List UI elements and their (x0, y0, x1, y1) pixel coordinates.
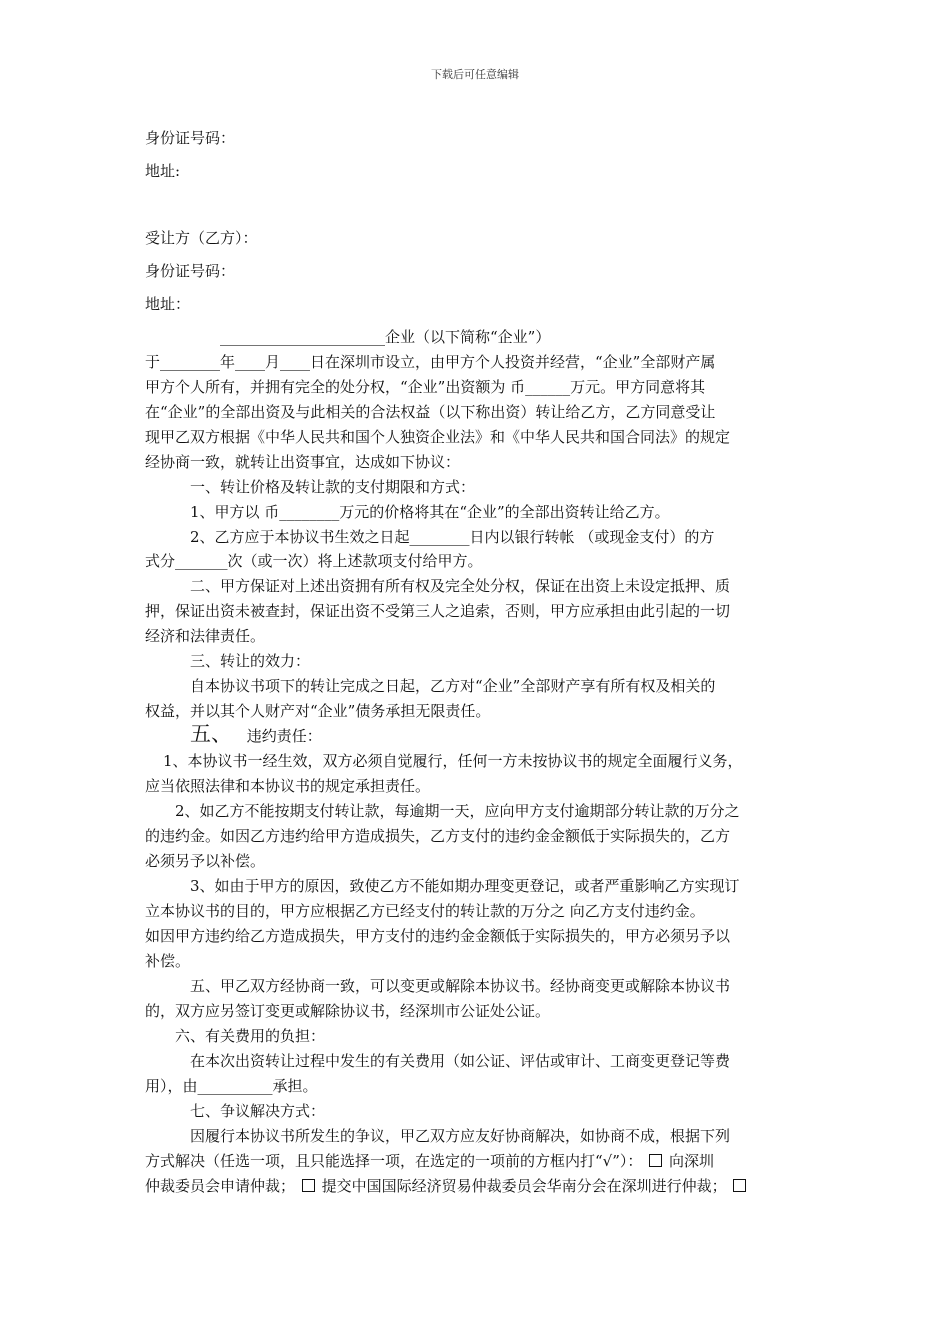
line: 权益，并以其个人财产对“企业”债务承担无限责任。 (145, 702, 491, 720)
line: 应当依照法律和本协议书的规定承担责任。 (145, 777, 431, 795)
option-label: 仲裁委员会申请仲裁； (145, 1177, 296, 1195)
line: 身份证号码： (145, 129, 236, 147)
line: 受让方（乙方）： (145, 229, 258, 247)
line: 自本协议书项下的转让完成之日起，乙方对“企业”全部财产享有所有权及相关的 (190, 677, 716, 695)
checkbox-cietac-south-china[interactable] (302, 1179, 315, 1192)
line: 五、甲乙双方经协商一致，可以变更或解除本协议书。经协商变更或解除本协议书 (190, 977, 731, 995)
line: 经协商一致，就转让出资事宜，达成如下协议： (145, 453, 461, 471)
line: 押，保证出资未被查封，保证出资不受第三人之追索，否则，甲方应承担由此引起的一切 (145, 602, 731, 620)
option-label: 提交中国国际经济贸易仲裁委员会华南分会在深圳进行仲裁； (321, 1177, 727, 1195)
line: 六、有关费用的负担： (175, 1027, 326, 1045)
line: 三、转让的效力： (190, 652, 311, 670)
line: 1、甲方以 币________万元的价格将其在“企业”的全部出资转让给乙方。 (190, 503, 670, 521)
line: 于________年____月____日在深圳市设立，由甲方个人投资并经营，“企业”全部财产属 (145, 353, 716, 371)
checkbox-shenzhen-arbitration[interactable] (649, 1154, 662, 1167)
line: 一、转让价格及转让款的支付期限和方式： (190, 478, 476, 496)
line: 因履行本协议书所发生的争议，甲乙双方应友好协商解决，如协商不成，根据下列 (190, 1127, 731, 1145)
arbitration-options-line (145, 1151, 714, 1171)
line: 式分_______次（或一次）将上述款项支付给甲方。 (145, 552, 483, 570)
section-five-heading (190, 724, 322, 746)
line: 必须另予以补偿。 (145, 852, 266, 870)
line: 用），由__________承担。 (145, 1077, 318, 1095)
line: 经济和法律责任。 (145, 627, 266, 645)
arbitration-options-line (145, 1176, 748, 1196)
section-five-numeral: 五、 (190, 722, 232, 746)
line: 的违约金。如因乙方违约给甲方造成损失，乙方支付的违约金金额低于实际损失的，乙方 (145, 827, 731, 845)
line: 地址： (145, 295, 191, 313)
line: 在“企业”的全部出资及与此相关的合法权益（以下称出资）转让给乙方，乙方同意受让 (145, 403, 716, 421)
line: 补偿。 (145, 952, 191, 970)
line: 在本次出资转让过程中发生的有关费用（如公证、评估或审计、工商变更登记等费 (190, 1052, 731, 1070)
line: 2、如乙方不能按期支付转让款，每逾期一天，应向甲方支付逾期部分转让款的万分之 (175, 802, 740, 820)
line: 身份证号码： (145, 262, 236, 280)
line: 甲方个人所有，并拥有完全的处分权，“企业”出资额为 币______万元。甲方同意将其 (145, 378, 706, 396)
line: 二、甲方保证对上述出资拥有所有权及完全处分权，保证在出资上未设定抵押、质 (190, 577, 731, 595)
line: 地址: (145, 162, 181, 180)
option-label: 向深圳 (668, 1152, 714, 1170)
line: 立本协议书的目的，甲方应根据乙方已经支付的转让款的万分之 向乙方支付违约金。 (145, 902, 705, 920)
line: ______________________企业（以下简称“企业”） (220, 328, 551, 346)
line: 现甲乙双方根据《中华人民共和国个人独资企业法》和《中华人民共和国合同法》的规定 (145, 428, 731, 446)
line: 3、如由于甲方的原因，致使乙方不能如期办理变更登记，或者严重影响乙方实现订 (190, 877, 740, 895)
section-five-title: 违约责任： (246, 727, 322, 745)
checkbox-third-option[interactable] (733, 1179, 746, 1192)
line: 2、乙方应于本协议书生效之日起________日内以银行转帐 （或现金支付）的方 (190, 528, 715, 546)
line: 七、争议解决方式： (190, 1102, 326, 1120)
line: 方式解决（任选一项，且只能选择一项，在选定的一项前的方框内打“√”）： (145, 1152, 643, 1170)
line: 如因甲方违约给乙方造成损失，甲方支付的违约金金额低于实际损失的，甲方必须另予以 (145, 927, 731, 945)
page-header: 下载后可任意编辑 (431, 68, 519, 81)
line: 1、本协议书一经生效，双方必须自觉履行，任何一方未按协议书的规定全面履行义务， (163, 752, 743, 770)
line: 的，双方应另签订变更或解除协议书，经深圳市公证处公证。 (145, 1002, 551, 1020)
